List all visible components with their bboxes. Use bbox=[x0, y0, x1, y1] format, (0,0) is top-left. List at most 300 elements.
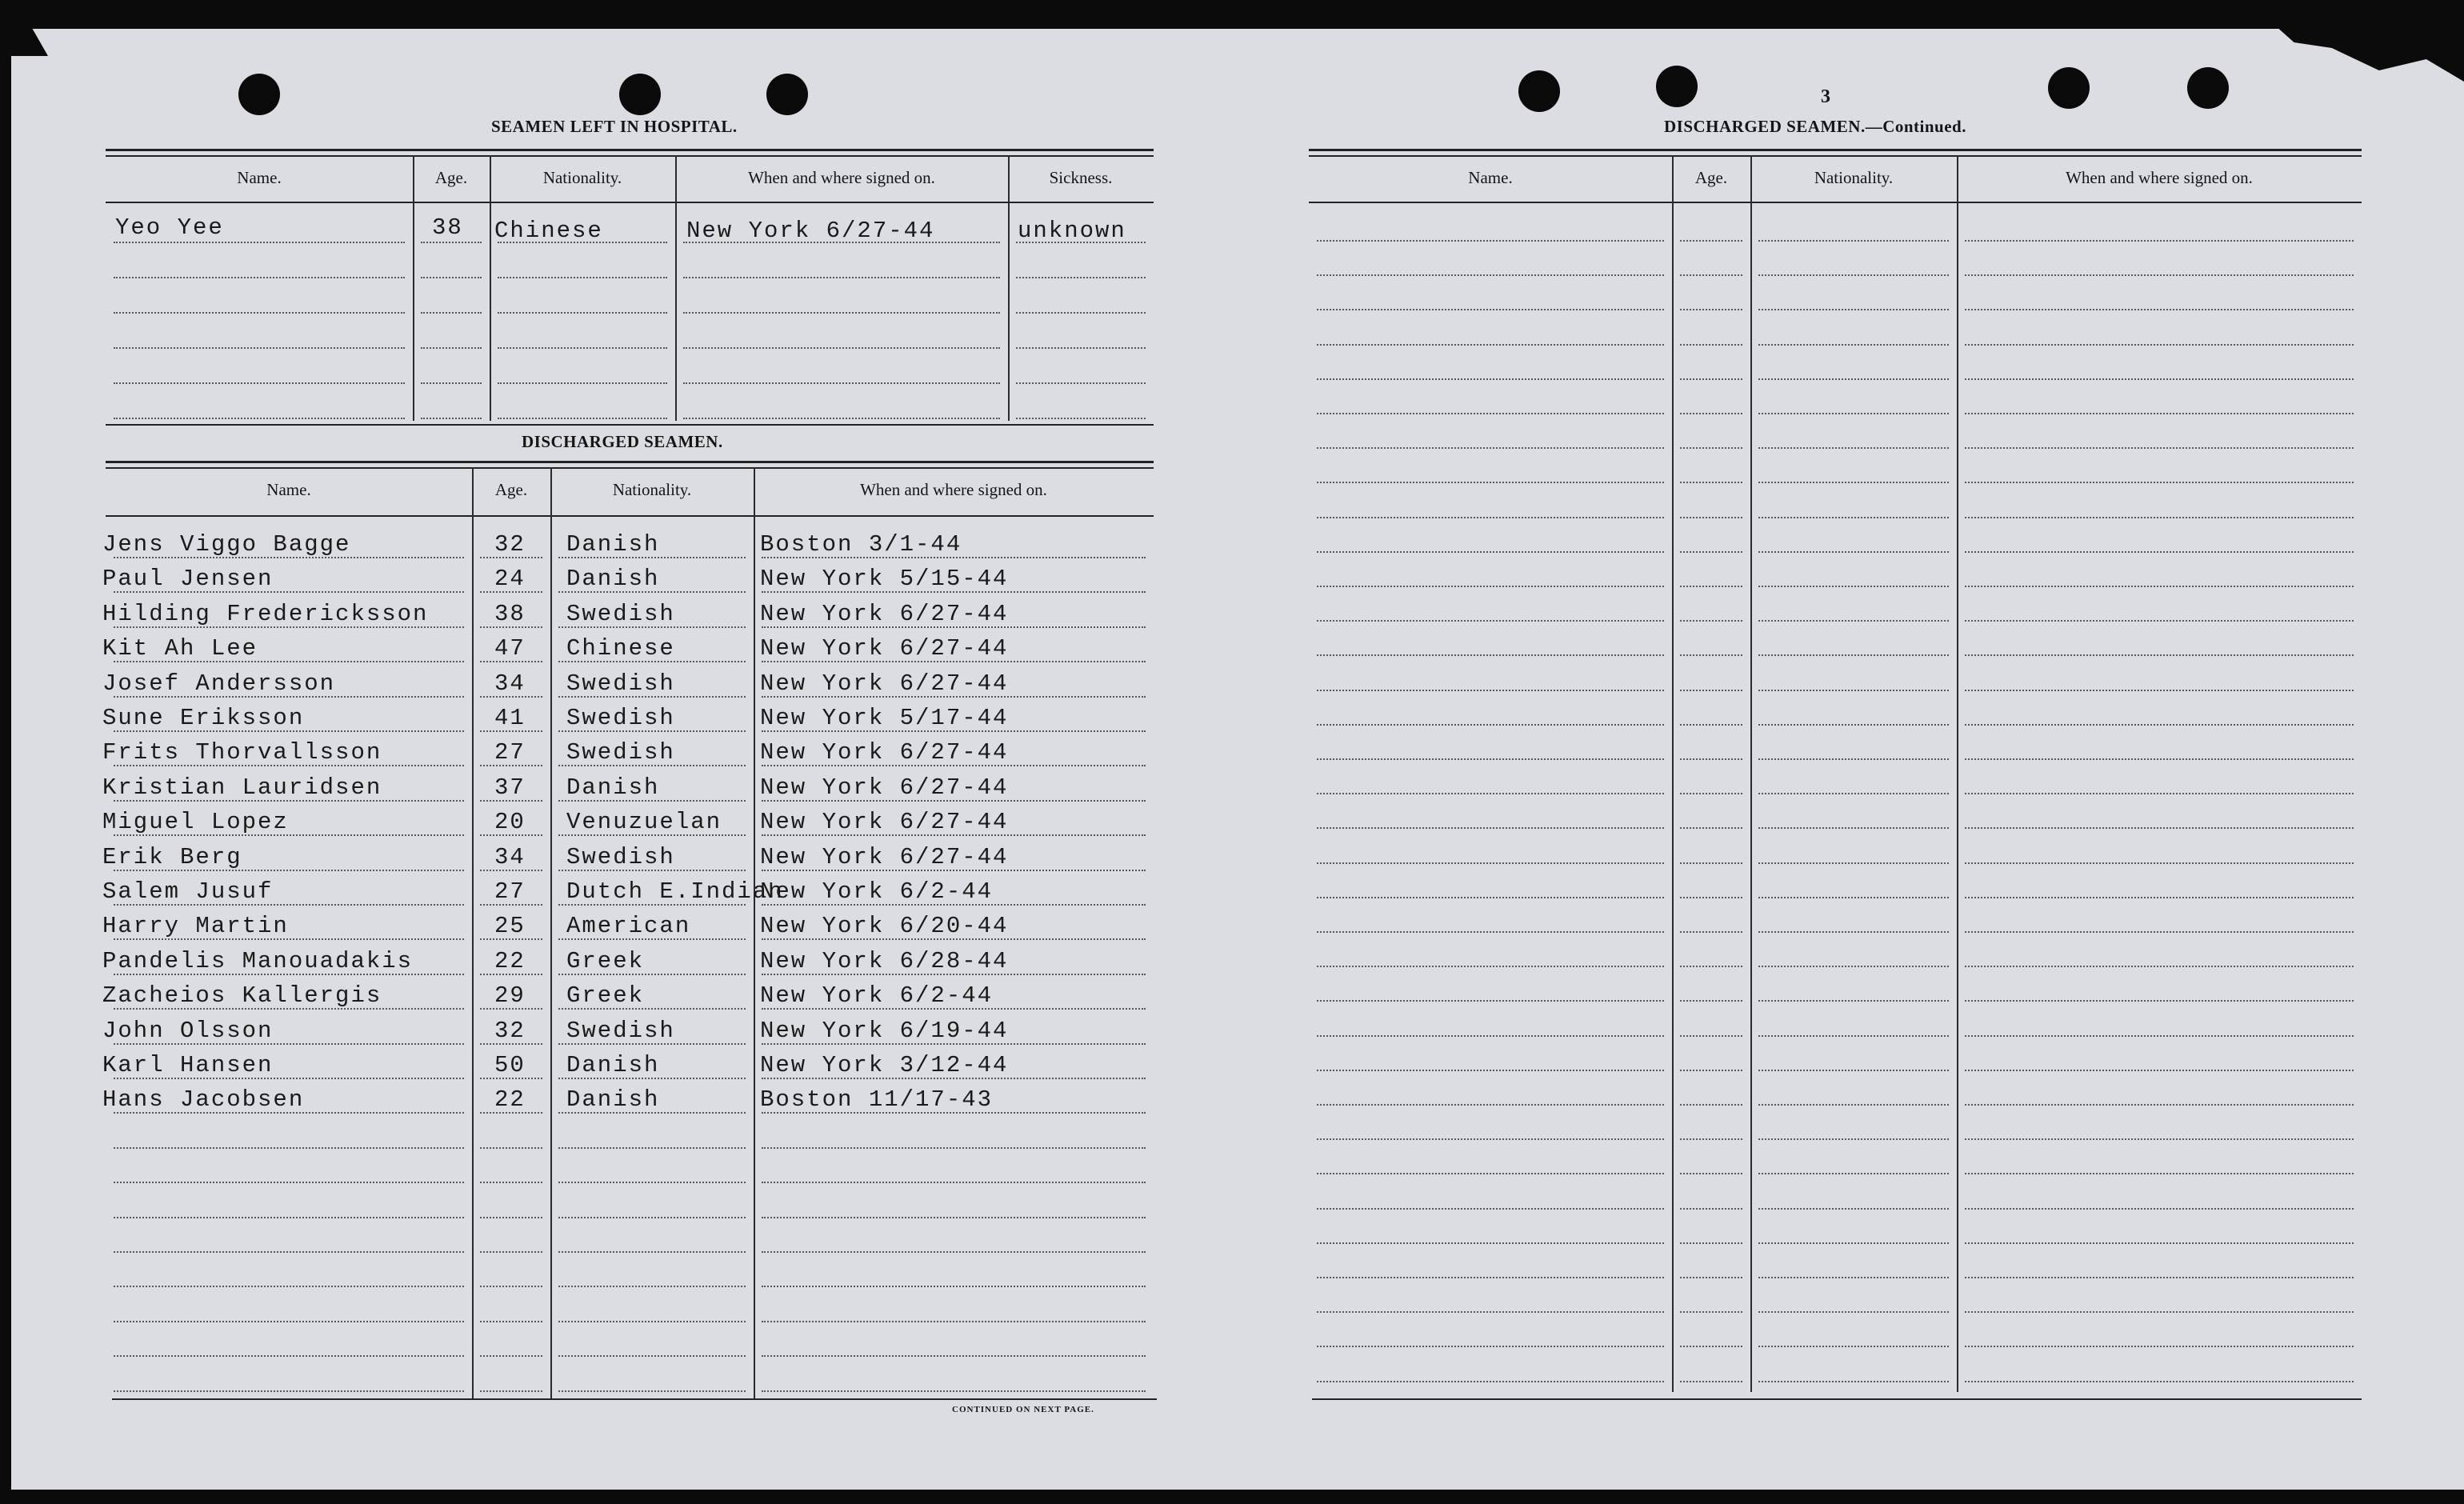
column-divider bbox=[472, 467, 474, 1400]
ruled-line bbox=[762, 1321, 1146, 1322]
ruled-line bbox=[1680, 1173, 1742, 1174]
discharged-name: Karl Hansen bbox=[102, 1052, 274, 1078]
ruled-line bbox=[1317, 1381, 1664, 1382]
ruled-line bbox=[1317, 1242, 1664, 1244]
ruled-line bbox=[1680, 413, 1742, 414]
ruled-line bbox=[1317, 1104, 1664, 1106]
ruled-line bbox=[1680, 654, 1742, 656]
ruled-line bbox=[1680, 1070, 1742, 1071]
ruled-line bbox=[1680, 966, 1742, 967]
discharged-age: 25 bbox=[494, 913, 526, 939]
ruled-line bbox=[1965, 240, 2354, 242]
ruled-line bbox=[1758, 1104, 1949, 1106]
ruled-line bbox=[1317, 586, 1664, 587]
discharged-nationality: Danish bbox=[566, 566, 660, 592]
ruled-line bbox=[1965, 274, 2354, 276]
ruled-line bbox=[558, 1355, 746, 1357]
discharged-nationality: Swedish bbox=[566, 844, 675, 870]
discharged-col-header: Nationality. bbox=[612, 480, 692, 499]
ruled-line bbox=[114, 1321, 464, 1322]
ruled-line bbox=[558, 1286, 746, 1287]
ruled-line bbox=[480, 1217, 542, 1218]
ruled-line bbox=[1758, 1346, 1949, 1347]
ruled-line bbox=[1758, 413, 1949, 414]
ruled-line bbox=[1317, 309, 1664, 310]
ruled-line bbox=[558, 1182, 746, 1183]
ruled-line bbox=[1965, 309, 2354, 310]
ruled-line bbox=[1317, 654, 1664, 656]
ruled-line bbox=[1317, 827, 1664, 829]
punch-hole bbox=[2187, 67, 2229, 109]
ruled-line bbox=[498, 347, 667, 349]
rule bbox=[106, 149, 1154, 151]
ruled-line bbox=[1758, 447, 1949, 449]
ruled-line bbox=[1317, 274, 1664, 276]
ruled-line bbox=[1758, 1035, 1949, 1037]
hospital-col-header: When and where signed on. bbox=[748, 168, 935, 187]
discharged-nationality: Swedish bbox=[566, 601, 675, 627]
ruled-line bbox=[1680, 274, 1742, 276]
discharged-nationality: Dutch E.Indian bbox=[566, 878, 784, 905]
ruled-line bbox=[683, 382, 1000, 384]
column-divider bbox=[1750, 155, 1752, 1392]
hospital-col-header: Age. bbox=[434, 168, 468, 187]
rule bbox=[106, 461, 1154, 463]
ruled-line bbox=[1758, 240, 1949, 242]
hospital-col-header: Nationality. bbox=[542, 168, 622, 187]
ruled-line bbox=[1965, 862, 2354, 864]
ruled-line bbox=[1758, 966, 1949, 967]
ruled-line bbox=[1317, 966, 1664, 967]
ruled-line bbox=[1680, 1035, 1742, 1037]
discharged-age: 34 bbox=[494, 844, 526, 870]
ruled-line bbox=[683, 347, 1000, 349]
ruled-line bbox=[558, 1251, 746, 1253]
discharged-name: Hilding Fredericksson bbox=[102, 601, 429, 627]
column-divider bbox=[413, 155, 414, 421]
ruled-line bbox=[114, 1217, 464, 1218]
ruled-line bbox=[1680, 1346, 1742, 1347]
hospital-signed-on: New York 6/27-44 bbox=[686, 218, 935, 244]
ruled-line bbox=[421, 277, 482, 278]
ruled-line bbox=[1317, 862, 1664, 864]
discharged-name: Pandelis Manouadakis bbox=[102, 948, 414, 974]
ruled-line bbox=[1758, 1070, 1949, 1071]
ruled-line bbox=[114, 347, 405, 349]
ruled-line bbox=[762, 1182, 1146, 1183]
rule bbox=[106, 467, 1154, 469]
ruled-line bbox=[1965, 966, 2354, 967]
punch-hole bbox=[2048, 67, 2090, 109]
hospital-nationality: Chinese bbox=[494, 218, 603, 244]
ruled-line bbox=[1680, 1242, 1742, 1244]
continued-section-title: DISCHARGED SEAMEN.—Continued. bbox=[1664, 117, 1966, 136]
column-divider bbox=[490, 155, 491, 421]
ruled-line bbox=[480, 1286, 542, 1287]
ruled-line bbox=[1965, 897, 2354, 898]
discharged-signed-on: Boston 3/1-44 bbox=[760, 531, 962, 558]
discharged-signed-on: New York 6/27-44 bbox=[760, 844, 1009, 870]
discharged-name: Josef Andersson bbox=[102, 670, 336, 697]
ruled-line bbox=[1758, 654, 1949, 656]
ruled-line bbox=[1965, 413, 2354, 414]
discharged-age: 37 bbox=[494, 774, 526, 801]
ruled-line bbox=[1317, 378, 1664, 380]
discharged-col-header: When and where signed on. bbox=[860, 480, 1047, 499]
discharged-age: 41 bbox=[494, 705, 526, 731]
discharged-nationality: Danish bbox=[566, 1052, 660, 1078]
ruled-line bbox=[1965, 931, 2354, 933]
ruled-line bbox=[1680, 1381, 1742, 1382]
hospital-name: Yeo Yee bbox=[115, 214, 224, 241]
discharged-signed-on: New York 6/27-44 bbox=[760, 809, 1009, 835]
continued-col-header: Name. bbox=[1468, 168, 1513, 187]
column-divider bbox=[550, 467, 552, 1400]
ruled-line bbox=[1758, 517, 1949, 518]
ruled-line bbox=[1965, 482, 2354, 483]
ruled-line bbox=[558, 1147, 746, 1149]
ruled-line bbox=[1016, 418, 1146, 419]
ruled-line bbox=[1680, 897, 1742, 898]
ruled-line bbox=[683, 277, 1000, 278]
ruled-line bbox=[1758, 758, 1949, 760]
continued-col-header: When and where signed on. bbox=[2066, 168, 2253, 187]
ruled-line bbox=[1965, 654, 2354, 656]
ruled-line bbox=[1317, 344, 1664, 346]
ruled-line bbox=[1680, 1138, 1742, 1140]
ruled-line bbox=[1016, 312, 1146, 314]
punch-hole bbox=[1656, 66, 1698, 107]
ruled-line bbox=[683, 312, 1000, 314]
ruled-line bbox=[1965, 1104, 2354, 1106]
ruled-line bbox=[1317, 1173, 1664, 1174]
discharged-nationality: Greek bbox=[566, 948, 645, 974]
ruled-line bbox=[683, 418, 1000, 419]
ruled-line bbox=[1965, 1346, 2354, 1347]
ruled-line bbox=[1965, 344, 2354, 346]
ruled-line bbox=[1965, 1000, 2354, 1002]
discharged-age: 24 bbox=[494, 566, 526, 592]
ruled-line bbox=[1680, 1208, 1742, 1210]
ruled-line bbox=[1680, 620, 1742, 622]
discharged-age: 27 bbox=[494, 878, 526, 905]
continued-col-header: Nationality. bbox=[1814, 168, 1894, 187]
ruled-line bbox=[1758, 862, 1949, 864]
ruled-line bbox=[1317, 447, 1664, 449]
ruled-line bbox=[1758, 1208, 1949, 1210]
discharged-signed-on: New York 6/27-44 bbox=[760, 670, 1009, 697]
ruled-line bbox=[762, 1286, 1146, 1287]
ruled-line bbox=[762, 1251, 1146, 1253]
hospital-col-header: Name. bbox=[237, 168, 282, 187]
ruled-line bbox=[1317, 1138, 1664, 1140]
ruled-line bbox=[1680, 793, 1742, 794]
discharged-name: Kit Ah Lee bbox=[102, 635, 258, 662]
ruled-line bbox=[1680, 482, 1742, 483]
discharged-name: Kristian Lauridsen bbox=[102, 774, 382, 801]
ruled-line bbox=[1758, 1000, 1949, 1002]
discharged-age: 47 bbox=[494, 635, 526, 662]
ruled-line bbox=[1965, 1035, 2354, 1037]
ruled-line bbox=[1317, 1208, 1664, 1210]
ruled-line bbox=[558, 1217, 746, 1218]
ruled-line bbox=[1680, 724, 1742, 726]
ruled-line bbox=[1965, 1381, 2354, 1382]
discharged-name: Erik Berg bbox=[102, 844, 242, 870]
ruled-line bbox=[1758, 1242, 1949, 1244]
ruled-line bbox=[1680, 586, 1742, 587]
ruled-line bbox=[1965, 793, 2354, 794]
ruled-line bbox=[1758, 793, 1949, 794]
discharged-signed-on: New York 6/28-44 bbox=[760, 948, 1009, 974]
ruled-line bbox=[1758, 1173, 1949, 1174]
ruled-line bbox=[114, 242, 405, 243]
discharged-signed-on: New York 5/15-44 bbox=[760, 566, 1009, 592]
ruled-line bbox=[1758, 551, 1949, 553]
ruled-line bbox=[1680, 551, 1742, 553]
ruled-line bbox=[1680, 1104, 1742, 1106]
ruled-line bbox=[1965, 1138, 2354, 1140]
ruled-line bbox=[1317, 931, 1664, 933]
ruled-line bbox=[1758, 931, 1949, 933]
ruled-line bbox=[1965, 1242, 2354, 1244]
ruled-line bbox=[1965, 690, 2354, 691]
discharged-age: 22 bbox=[494, 948, 526, 974]
ruled-line bbox=[1680, 931, 1742, 933]
ruled-line bbox=[1758, 274, 1949, 276]
ruled-line bbox=[1680, 378, 1742, 380]
ruled-line bbox=[421, 242, 482, 243]
discharged-nationality: Chinese bbox=[566, 635, 675, 662]
ruled-line bbox=[1317, 482, 1664, 483]
ruled-line bbox=[1317, 897, 1664, 898]
discharged-signed-on: New York 6/2-44 bbox=[760, 878, 994, 905]
ruled-line bbox=[1317, 1000, 1664, 1002]
ruled-line bbox=[114, 1147, 464, 1149]
ruled-line bbox=[1317, 1277, 1664, 1278]
ruled-line bbox=[1016, 347, 1146, 349]
discharged-age: 20 bbox=[494, 809, 526, 835]
discharged-age: 32 bbox=[494, 1018, 526, 1044]
ruled-line bbox=[1680, 1311, 1742, 1313]
ruled-line bbox=[498, 277, 667, 278]
ruled-line bbox=[114, 382, 405, 384]
rule bbox=[106, 155, 1154, 157]
ruled-line bbox=[1758, 482, 1949, 483]
ruled-line bbox=[1317, 793, 1664, 794]
torn-corner-right bbox=[2275, 26, 2464, 82]
rule bbox=[106, 424, 1154, 426]
ruled-line bbox=[498, 418, 667, 419]
rule bbox=[1309, 202, 2362, 203]
ruled-line bbox=[1317, 1070, 1664, 1071]
ruled-line bbox=[1317, 690, 1664, 691]
ruled-line bbox=[762, 1217, 1146, 1218]
ruled-line bbox=[114, 1390, 464, 1392]
discharged-signed-on: New York 6/27-44 bbox=[760, 635, 1009, 662]
ruled-line bbox=[1758, 724, 1949, 726]
discharged-name: Sune Eriksson bbox=[102, 705, 305, 731]
discharged-age: 38 bbox=[494, 601, 526, 627]
hospital-age: 38 bbox=[432, 214, 463, 241]
ruled-line bbox=[114, 312, 405, 314]
ruled-line bbox=[1965, 551, 2354, 553]
discharged-signed-on: New York 6/27-44 bbox=[760, 739, 1009, 766]
discharged-signed-on: New York 6/20-44 bbox=[760, 913, 1009, 939]
ruled-line bbox=[480, 1182, 542, 1183]
torn-corner-left bbox=[0, 0, 48, 56]
ruled-line bbox=[1317, 240, 1664, 242]
ruled-line bbox=[1758, 1138, 1949, 1140]
ruled-line bbox=[114, 277, 405, 278]
ruled-line bbox=[114, 418, 405, 419]
hospital-section-title: SEAMEN LEFT IN HOSPITAL. bbox=[491, 117, 738, 136]
ruled-line bbox=[1965, 827, 2354, 829]
ruled-line bbox=[1965, 758, 2354, 760]
discharged-name: Zacheios Kallergis bbox=[102, 982, 382, 1009]
ruled-line bbox=[1317, 724, 1664, 726]
ruled-line bbox=[1317, 1311, 1664, 1313]
punch-hole bbox=[766, 74, 808, 115]
discharged-age: 32 bbox=[494, 531, 526, 558]
discharged-age: 27 bbox=[494, 739, 526, 766]
ruled-line bbox=[1016, 382, 1146, 384]
ruled-line bbox=[1680, 344, 1742, 346]
discharged-name: John Olsson bbox=[102, 1018, 274, 1044]
discharged-name: Jens Viggo Bagge bbox=[102, 531, 351, 558]
ruled-line bbox=[1317, 758, 1664, 760]
rule bbox=[106, 515, 1154, 517]
discharged-name: Hans Jacobsen bbox=[102, 1086, 305, 1113]
discharged-age: 34 bbox=[494, 670, 526, 697]
discharged-signed-on: New York 6/2-44 bbox=[760, 982, 994, 1009]
ruled-line bbox=[1680, 690, 1742, 691]
ruled-line bbox=[1317, 517, 1664, 518]
ruled-line bbox=[762, 1147, 1146, 1149]
hospital-sickness: unknown bbox=[1018, 218, 1126, 244]
discharged-signed-on: Boston 11/17-43 bbox=[760, 1086, 994, 1113]
ruled-line bbox=[114, 1182, 464, 1183]
ruled-line bbox=[1758, 827, 1949, 829]
discharged-signed-on: New York 6/19-44 bbox=[760, 1018, 1009, 1044]
column-divider bbox=[754, 467, 755, 1400]
ruled-line bbox=[1758, 378, 1949, 380]
rule bbox=[1309, 149, 2362, 151]
ruled-line bbox=[421, 382, 482, 384]
ruled-line bbox=[1758, 897, 1949, 898]
ruled-line bbox=[1680, 758, 1742, 760]
discharged-signed-on: New York 6/27-44 bbox=[760, 601, 1009, 627]
column-divider bbox=[1008, 155, 1010, 421]
ruled-line bbox=[1317, 551, 1664, 553]
page-number: 3 bbox=[1821, 86, 1830, 107]
ruled-line bbox=[1758, 1311, 1949, 1313]
continued-note: CONTINUED ON NEXT PAGE. bbox=[952, 1405, 1094, 1414]
ruled-line bbox=[1965, 1173, 2354, 1174]
discharged-nationality: Swedish bbox=[566, 705, 675, 731]
ruled-line bbox=[1758, 344, 1949, 346]
discharged-signed-on: New York 3/12-44 bbox=[760, 1052, 1009, 1078]
ruled-line bbox=[480, 1147, 542, 1149]
rule bbox=[106, 202, 1154, 203]
ruled-line bbox=[1317, 413, 1664, 414]
ruled-line bbox=[1965, 724, 2354, 726]
discharged-name: Paul Jensen bbox=[102, 566, 274, 592]
column-divider bbox=[1957, 155, 1958, 1392]
ruled-line bbox=[421, 347, 482, 349]
discharged-col-header: Name. bbox=[266, 480, 311, 499]
ruled-line bbox=[480, 1251, 542, 1253]
ruled-line bbox=[762, 1390, 1146, 1392]
ruled-line bbox=[1965, 620, 2354, 622]
discharged-name: Frits Thorvallsson bbox=[102, 739, 382, 766]
ruled-line bbox=[1680, 309, 1742, 310]
ruled-line bbox=[1680, 1000, 1742, 1002]
discharged-name: Harry Martin bbox=[102, 913, 289, 939]
ruled-line bbox=[1965, 1208, 2354, 1210]
ruled-line bbox=[1016, 277, 1146, 278]
discharged-name: Miguel Lopez bbox=[102, 809, 289, 835]
punch-hole bbox=[238, 74, 280, 115]
ruled-line bbox=[1965, 1277, 2354, 1278]
ruled-line bbox=[1680, 447, 1742, 449]
ruled-line bbox=[114, 1355, 464, 1357]
discharged-nationality: Venuzuelan bbox=[566, 809, 722, 835]
ruled-line bbox=[421, 418, 482, 419]
ruled-line bbox=[1680, 517, 1742, 518]
ruled-line bbox=[480, 1355, 542, 1357]
discharged-name: Salem Jusuf bbox=[102, 878, 274, 905]
ruled-line bbox=[1317, 1035, 1664, 1037]
ruled-line bbox=[1758, 690, 1949, 691]
ruled-line bbox=[498, 312, 667, 314]
ruled-line bbox=[1965, 378, 2354, 380]
ruled-line bbox=[480, 1321, 542, 1322]
ruled-line bbox=[1758, 309, 1949, 310]
discharged-age: 29 bbox=[494, 982, 526, 1009]
discharged-section-title: DISCHARGED SEAMEN. bbox=[522, 432, 723, 451]
ruled-line bbox=[1965, 447, 2354, 449]
column-divider bbox=[1672, 155, 1674, 1392]
discharged-signed-on: New York 5/17-44 bbox=[760, 705, 1009, 731]
ruled-line bbox=[114, 1251, 464, 1253]
ruled-line bbox=[1758, 1277, 1949, 1278]
ruled-line bbox=[1758, 1381, 1949, 1382]
discharged-signed-on: New York 6/27-44 bbox=[760, 774, 1009, 801]
discharged-nationality: Danish bbox=[566, 531, 660, 558]
discharged-nationality: Danish bbox=[566, 774, 660, 801]
ruled-line bbox=[1317, 1346, 1664, 1347]
ruled-line bbox=[1680, 1277, 1742, 1278]
punch-hole bbox=[619, 74, 661, 115]
discharged-age: 50 bbox=[494, 1052, 526, 1078]
ruled-line bbox=[1965, 517, 2354, 518]
discharged-nationality: Greek bbox=[566, 982, 645, 1009]
punch-hole bbox=[1518, 70, 1560, 112]
discharged-age: 22 bbox=[494, 1086, 526, 1113]
ruled-line bbox=[1680, 827, 1742, 829]
hospital-col-header: Sickness. bbox=[1049, 168, 1113, 187]
continued-col-header: Age. bbox=[1694, 168, 1728, 187]
rule bbox=[1312, 1398, 2362, 1400]
discharged-nationality: Swedish bbox=[566, 670, 675, 697]
ruled-line bbox=[1965, 586, 2354, 587]
discharged-nationality: Swedish bbox=[566, 1018, 675, 1044]
ruled-line bbox=[1965, 1070, 2354, 1071]
discharged-nationality: Swedish bbox=[566, 739, 675, 766]
ruled-line bbox=[1758, 620, 1949, 622]
discharged-nationality: Danish bbox=[566, 1086, 660, 1113]
